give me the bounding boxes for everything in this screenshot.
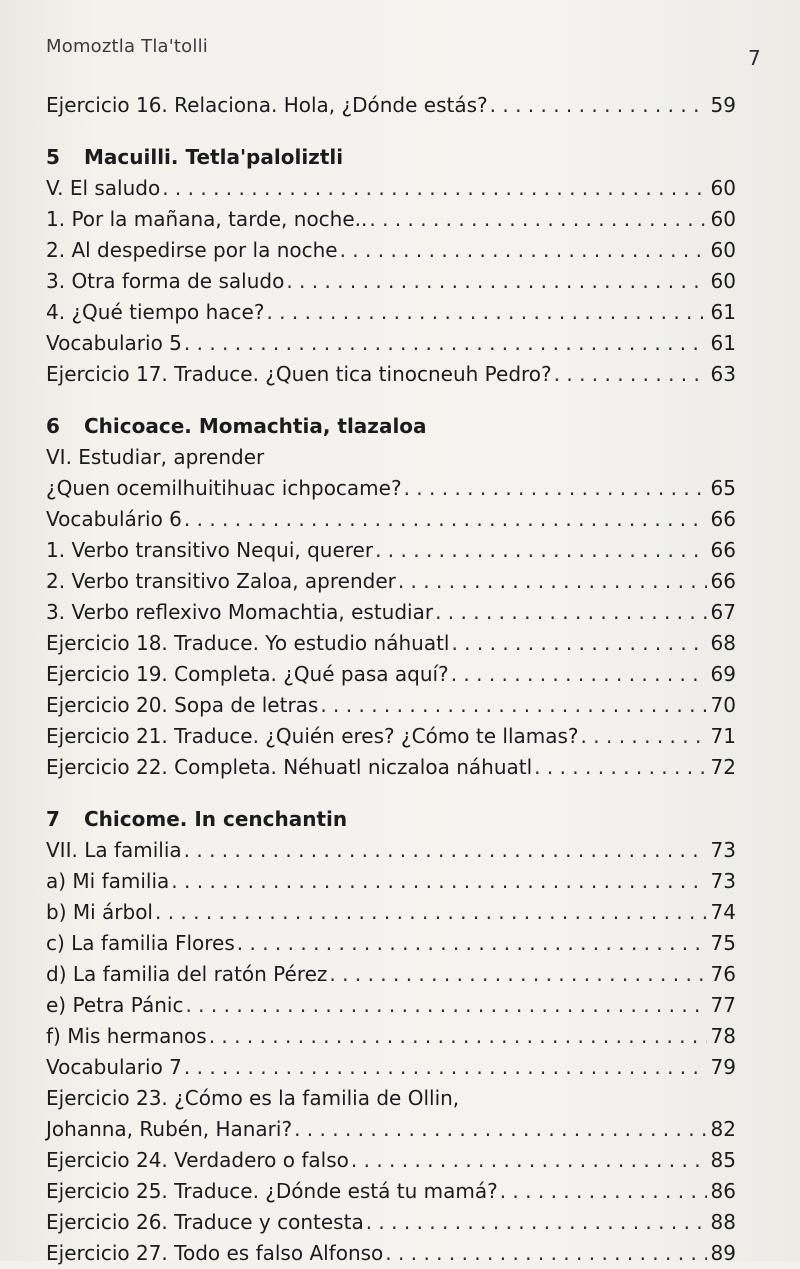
chapter-number: 5 <box>46 145 60 169</box>
chapter-number: 7 <box>46 807 60 831</box>
toc-entry-page: 63 <box>710 362 736 386</box>
toc-entry-title: V. El saludo <box>46 176 161 200</box>
toc-entry-page: 68 <box>710 631 736 655</box>
toc-entry <box>46 266 736 297</box>
toc-entry <box>46 1021 736 1052</box>
chapter-title: Macuilli. Tetla'paloliztli <box>84 145 344 169</box>
toc-entry-title: e) Petra Pánic <box>46 993 184 1017</box>
dot-leader <box>266 297 707 328</box>
dot-leader <box>184 328 707 359</box>
toc-entry-title: Vocabulario 7 <box>46 1055 182 1079</box>
toc-entry-page: 77 <box>710 993 736 1017</box>
toc-entry-page: 60 <box>710 238 736 262</box>
page-number: 7 <box>748 46 761 70</box>
dot-leader <box>184 504 707 535</box>
toc-entry-title: Ejercicio 18. Traduce. Yo estudio náhuatl <box>46 631 450 655</box>
toc-entry-page: 67 <box>710 600 736 624</box>
dot-leader <box>435 597 707 628</box>
dot-leader <box>209 1021 707 1052</box>
toc-entry <box>46 173 736 204</box>
toc-entry-title: Vocabulario 5 <box>46 331 182 355</box>
dot-leader <box>294 1114 707 1145</box>
dot-leader <box>490 90 707 121</box>
toc-entry-title: VII. La familia <box>46 838 182 862</box>
toc-entry-title: Ejercicio 27. Todo es falso Alfonso <box>46 1241 384 1265</box>
toc-entry <box>46 1238 736 1269</box>
dot-leader <box>369 204 707 235</box>
toc-entry-page: 88 <box>710 1210 736 1234</box>
toc-entry-title: Ejercicio 17. Traduce. ¿Quen tica tinocneuh Pedro? <box>46 362 552 386</box>
toc-entry-title: Vocabulário 6 <box>46 507 182 531</box>
toc-entry-title: 2. Al despedirse por la noche <box>46 238 338 262</box>
toc-section-title: VI. Estudiar, aprender <box>46 445 265 469</box>
toc-entry-title: Ejercicio 24. Verdadero o falso <box>46 1148 349 1172</box>
toc-entry-page: 89 <box>710 1241 736 1265</box>
toc-entry-page: 75 <box>710 931 736 955</box>
toc-entry <box>46 928 736 959</box>
toc-entry <box>46 235 736 266</box>
toc-entry-page: 66 <box>710 507 736 531</box>
toc-entry-page: 85 <box>710 1148 736 1172</box>
dot-leader <box>366 1207 707 1238</box>
toc-entry-title: Ejercicio 21. Traduce. ¿Quién eres? ¿Cómo te llamas? <box>46 724 579 748</box>
toc-entry-page: 61 <box>710 331 736 355</box>
toc-entry-page: 78 <box>710 1024 736 1048</box>
dot-leader <box>351 1145 707 1176</box>
toc-entry-title: 1. Por la mañana, tarde, noche.. <box>46 207 368 231</box>
toc-entry <box>46 359 736 390</box>
toc-entry <box>46 1176 736 1207</box>
toc-entry-title: 3. Otra forma de saludo <box>46 269 285 293</box>
dot-leader <box>554 359 707 390</box>
toc-entry-title: 4. ¿Qué tiempo hace? <box>46 300 265 324</box>
chapter-heading <box>46 411 736 442</box>
dot-leader <box>451 628 707 659</box>
dot-leader <box>320 690 707 721</box>
toc-entry-page: 76 <box>710 962 736 986</box>
toc-entry <box>46 328 736 359</box>
toc-entry <box>46 897 736 928</box>
dot-leader <box>581 721 707 752</box>
chapter-heading <box>46 142 736 173</box>
toc-entry-page: 60 <box>710 269 736 293</box>
dot-leader <box>404 473 707 504</box>
dot-leader <box>534 752 707 783</box>
toc-entry-page: 72 <box>710 755 736 779</box>
toc-entry <box>46 628 736 659</box>
toc-entry-page: 66 <box>710 538 736 562</box>
dot-leader <box>340 235 707 266</box>
toc-entry <box>46 959 736 990</box>
dot-leader <box>500 1176 707 1207</box>
toc-entry <box>46 204 736 235</box>
toc-entry <box>46 535 736 566</box>
toc-entry <box>46 690 736 721</box>
toc-entry <box>46 90 736 121</box>
dot-leader <box>237 928 707 959</box>
toc-entry <box>46 473 736 504</box>
running-header: Momoztla Tla'tolli <box>46 36 208 57</box>
toc-entry <box>46 990 736 1021</box>
toc-entry-page: 86 <box>710 1179 736 1203</box>
toc-entry-title: b) Mi árbol <box>46 900 153 924</box>
toc-entry-title: Ejercicio 25. Traduce. ¿Dónde está tu mamá? <box>46 1179 498 1203</box>
toc-entry <box>46 504 736 535</box>
toc-entry-title: 1. Verbo transitivo Nequi, querer <box>46 538 374 562</box>
toc-entry <box>46 566 736 597</box>
toc-entry-title: f) Mis hermanos <box>46 1024 207 1048</box>
chapter-title: Chicome. In cenchantin <box>84 807 348 831</box>
toc-entry-page: 61 <box>710 300 736 324</box>
toc-entry-page: 74 <box>710 900 736 924</box>
toc-entry-page: 82 <box>710 1117 736 1141</box>
toc-entry-page: 70 <box>710 693 736 717</box>
dot-leader <box>286 266 707 297</box>
dot-leader <box>162 173 707 204</box>
toc-entry-title: 2. Verbo transitivo Zaloa, aprender <box>46 569 396 593</box>
toc-entry <box>46 752 736 783</box>
toc-entry-page: 69 <box>710 662 736 686</box>
toc-entry <box>46 835 736 866</box>
toc-entry-title: 3. Verbo reflexivo Momachtia, estudiar <box>46 600 434 624</box>
toc-entry-title: Johanna, Rubén, Hanari? <box>46 1117 293 1141</box>
toc-entry-title: Ejercicio 26. Traduce y contesta <box>46 1210 364 1234</box>
chapter-heading <box>46 804 736 835</box>
toc-entry-page: 71 <box>710 724 736 748</box>
dot-leader <box>171 866 707 897</box>
toc-entry <box>46 297 736 328</box>
toc-entry-page: 65 <box>710 476 736 500</box>
toc-entry <box>46 1114 736 1145</box>
toc-entry <box>46 1145 736 1176</box>
toc-entry-page: 66 <box>710 569 736 593</box>
chapter-title: Chicoace. Momachtia, tlazaloa <box>84 414 427 438</box>
dot-leader <box>375 535 707 566</box>
dot-leader <box>385 1238 707 1269</box>
toc-entry-page: 73 <box>710 838 736 862</box>
toc-entry-page: 79 <box>710 1055 736 1079</box>
toc-entry-title: Ejercicio 22. Completa. Néhuatl niczaloa náhuatl <box>46 755 533 779</box>
dot-leader <box>185 990 707 1021</box>
toc-entry-page: 59 <box>710 93 736 117</box>
toc-entry-title: Ejercicio 20. Sopa de letras <box>46 693 319 717</box>
toc-entry <box>46 1207 736 1238</box>
toc-entry-title: ¿Quen ocemilhuitihuac ichpocame? <box>46 476 402 500</box>
toc-entry <box>46 597 736 628</box>
toc-entry-title: Ejercicio 16. Relaciona. Hola, ¿Dónde estás? <box>46 93 488 117</box>
dot-leader <box>184 835 707 866</box>
table-of-contents <box>46 90 736 1269</box>
dot-leader <box>451 659 707 690</box>
toc-entry-page: 60 <box>710 176 736 200</box>
chapter-number: 6 <box>46 414 60 438</box>
dot-leader <box>398 566 707 597</box>
toc-entry <box>46 721 736 752</box>
dot-leader <box>155 897 707 928</box>
toc-entry-title-continued: Ejercicio 23. ¿Cómo es la familia de Ollin, <box>46 1086 460 1110</box>
toc-entry-title: a) Mi familia <box>46 869 170 893</box>
toc-entry-page: 60 <box>710 207 736 231</box>
toc-entry-title: c) La familia Flores <box>46 931 235 955</box>
toc-entry-title: d) La familia del ratón Pérez <box>46 962 328 986</box>
toc-entry <box>46 659 736 690</box>
dot-leader <box>329 959 707 990</box>
toc-entry-page: 73 <box>710 869 736 893</box>
toc-entry-title: Ejercicio 19. Completa. ¿Qué pasa aquí? <box>46 662 449 686</box>
toc-entry <box>46 1052 736 1083</box>
toc-entry <box>46 866 736 897</box>
dot-leader <box>184 1052 707 1083</box>
